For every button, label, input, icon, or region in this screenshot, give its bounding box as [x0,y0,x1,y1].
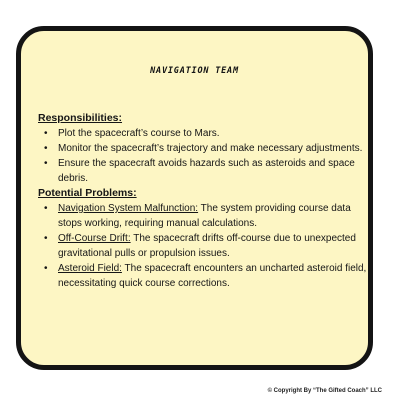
responsibility-item: • Ensure the spacecraft avoids hazards such as asteroids and space debris. [38,156,368,186]
problem-label: Off-Course Drift: [58,233,131,244]
card-title: NAVIGATION TEAM [150,66,239,76]
problem-item [38,201,368,231]
problem-label: Asteroid Field: [58,263,122,274]
copyright-notice: © Copyright By “The Gifted Coach” LLC [267,388,382,394]
card-content [38,111,368,291]
problem-description: The spacecraft drifts off-course due to unexpected gravitational pulls or propulsion issues. [58,233,356,259]
problems-list [38,201,368,291]
navigation-team-card [16,26,373,370]
responsibility-item: • Plot the spacecraft’s course to Mars. [38,126,368,141]
problem-description: The spacecraft encounters an uncharted asteroid field, necessitating quick course corrections. [58,263,367,289]
potential-problems-heading: Potential Problems: [38,187,137,199]
problem-item [38,231,368,261]
responsibilities-heading: Responsibilities: [38,112,123,124]
responsibility-item: • Monitor the spacecraft’s trajectory and make necessary adjustments. [38,141,368,156]
problem-item [38,261,368,291]
responsibilities-list [38,126,368,186]
problem-description: The system providing course data stops working, requiring manual calculations. [58,203,351,229]
problem-label: Navigation System Malfunction: [58,203,199,214]
